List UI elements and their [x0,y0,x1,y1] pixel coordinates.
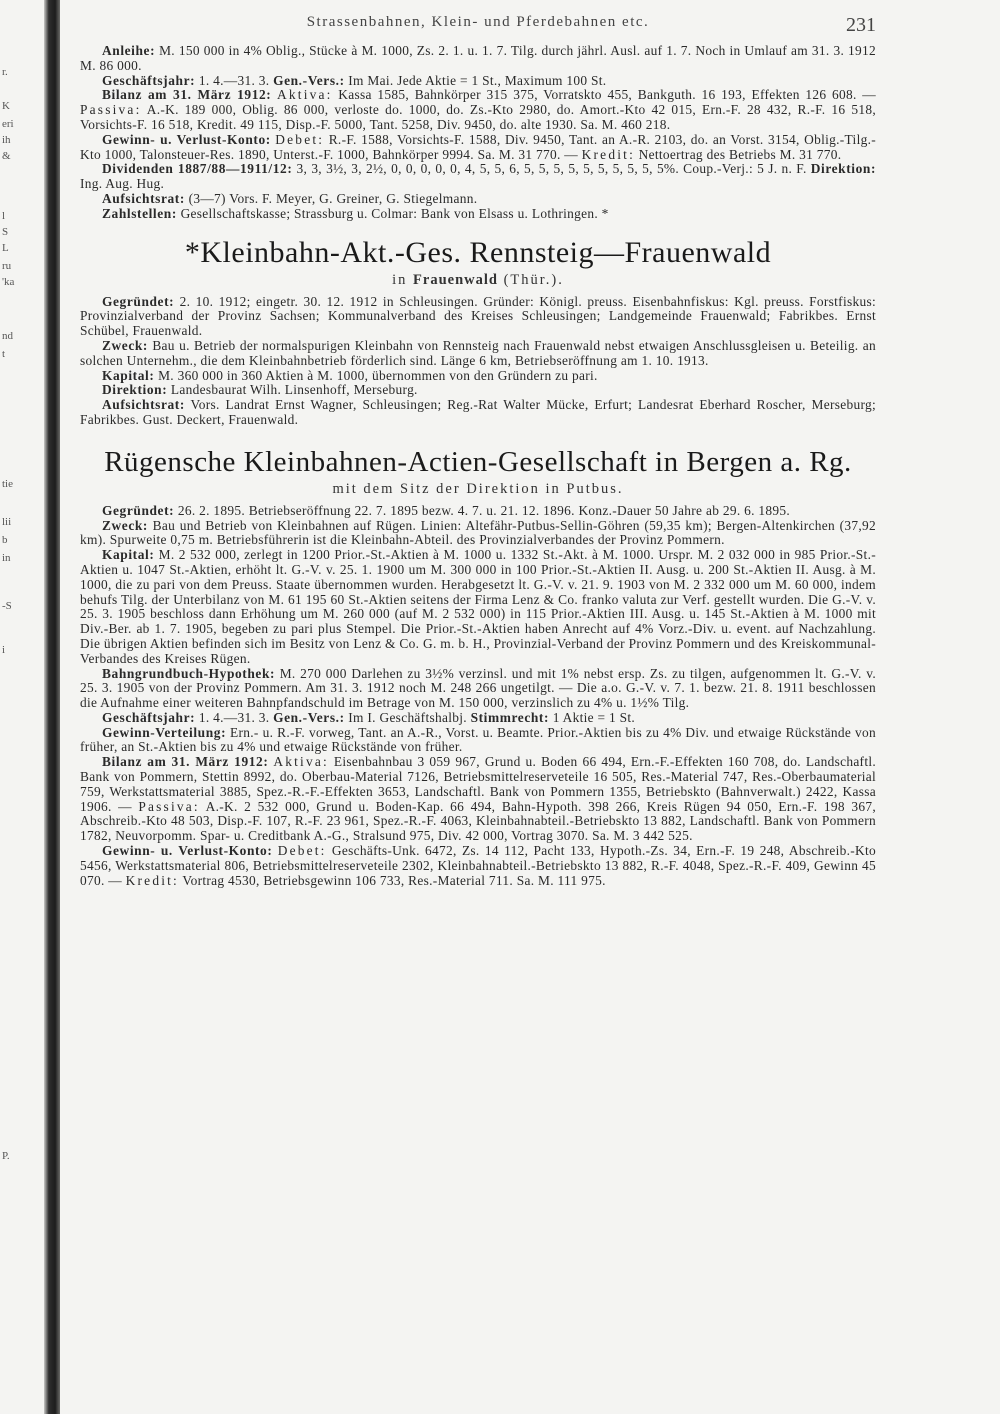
field-label: Gewinn- u. Verlust-Konto: [102,843,273,859]
company-title: *Kleinbahn-Akt.-Ges. Rennsteig—Frauenwald [184,235,772,269]
paragraph-zahlstellen [80,207,876,222]
fragment-text: r. [2,66,8,78]
fragment-text: l [2,210,6,222]
field-text: Ing. Aug. Hug. [80,176,165,192]
field-text: 1. 4.—31. 3. [198,72,270,88]
field-label: Aufsichtsrat: [102,397,185,413]
field-label: Geschäftsjahr: [102,709,196,725]
paragraph-gewinn-verteilung [80,726,876,756]
field-text: 3, 3, 3½, 3, 2½, 0, 0, 0, 0, 0, 4, 5, 5, 6, 5, 5, 5, 5, 5, 5, 5, 5, 5, 5%. Coup.-Verj.: 5 J. n. F. [296,161,807,177]
fragment-text: 'ka [2,276,15,288]
spaced-label: Aktiva: [277,87,333,103]
field-text: Im I. Geschäftshalbj. [348,709,467,725]
paragraph-gewinn-verlust [80,133,876,163]
field-label: Gegründet: [102,293,175,309]
field-text: A.-K. 2 532 000, Grund u. Boden-Kap. 66 494, Bahn-Hypoth. 398 266, Kreis Rügen 94 050, Ern.-F. 198 367, Abschreib.-Kto 48 503, Disp.-F. 107, R.-F. 23 961, Spez.-R.-F. 4063, Kleinbahnabteil.-Betriebskto 13 882, Landschaftl. Bank von Pommern 1782, Neuvorpomm. Spar- u. Creditbank A.-G., Stralsund 975, Div. 42 000, Vortrag 3070. Sa. M. 3 442 525. [80,798,876,844]
field-label: Gegründet: [102,502,175,518]
field-label: Kapital: [102,547,155,563]
field-text: 26. 2. 1895. Betriebseröffnung 22. 7. 1895 bezw. 4. 7. u. 21. 12. 1896. Konz.-Dauer 50 Jahre ab 29. 6. 1895. [177,502,791,518]
field-text: Landesbaurat Wilh. Linsenhoff, Merseburg. [170,382,418,398]
paragraph-gegruendet [80,504,876,519]
field-label: Dividenden 1887/88—1911/12: [102,161,293,177]
fragment-text: lii [2,516,12,528]
spaced-label: Debet: [275,131,325,147]
spaced-label: Passiva: [80,102,142,118]
subtitle-prefix: in [392,271,408,288]
field-label: Stimmrecht: [470,709,550,725]
paragraph-geschaeftsjahr [80,711,876,726]
field-label: Direktion: [102,382,168,398]
spaced-label: Aktiva: [273,754,329,770]
fragment-text: S [2,226,9,238]
field-text: A.-K. 189 000, Oblig. 86 000, verloste do. 1000, do. Zs.-Kto 2980, do. Amort.-Kto 42 015, Ern.-F. 28 432, R.-F. 16 518, Vorsichts-F. 16 518, Kredit. 49 115, Disp.-F. 5000, Tant. 5258, Div. 9450, do. alte 1930. Sa. M. 460 218. [80,102,876,132]
page-number: 231 [846,14,876,36]
spaced-label: Passiva: [138,798,200,814]
field-text: Vors. Landrat Ernst Wagner, Schleusingen; Reg.-Rat Walter Mücke, Erfurt; Landesrat Eberhard Roscher, Merseburg; Fabrikbes. Gust. Deckert, Frauenwald. [80,397,877,427]
entry-continued [80,44,876,222]
fragment-text: i [2,644,6,656]
fragment-text: in [2,552,11,564]
fragment-text: & [2,150,11,162]
field-text: 2. 10. 1912; eingetr. 30. 12. 1912 in Schleusingen. Gründer: Königl. preuss. Eisenbahnfiskus: Kgl. preuss. Forstfiskus: Provinzialverband der Provinz Sachsen; Kommunalverband des Kreises Schleusingen; Landgemeinde Frauenwald; Fabrikbes. Ernst Schübel, Frauenwald. [80,293,876,339]
spaced-label: Kredit: [581,146,635,162]
spaced-label: Kredit: [125,872,179,888]
paragraph-kapital [80,548,876,666]
field-text: Kassa 1585, Bahnkörper 315 375, Vorratskto 455, Bankguth. 16 193, Effekten 126 608. — [338,87,876,103]
field-label: Aufsichtsrat: [102,190,185,206]
page-content [80,14,876,888]
fragment-text: ih [2,134,11,146]
field-text: Vortrag 4530, Betriebsgewinn 106 733, Res.-Material 711. Sa. M. 111 975. [182,872,606,888]
field-label: Zweck: [102,517,148,533]
book-gutter [44,0,60,1414]
paragraph-aufsichtsrat [80,192,876,207]
fragment-text: eri [2,118,14,130]
field-label: Direktion: [810,161,876,177]
field-label: Bahngrundbuch-Hypothek: [102,665,276,681]
subtitle-suffix: (Thür.). [503,271,564,288]
field-text: Eisenbahnbau 3 059 967, Grund u. Boden 66 494, Ern.-F.-Effekten 160 708, do. Landschaftl. Bank von Pommern, Stettin 8992, do. Oberbau-Material 7126, Betriebsmittelreserveteile 16 505, Res.-Material 747, Res.-Oberbaumaterial 759, Werkstattsmaterial 3885, Spez.-R.-F.-Effekten 3653, Landschaftl. Bank von Pommern 1355, Betriebskto (Bahnverwalt.) 2422, Kassa 1906. — [80,754,877,814]
field-text: M. 270 000 Darlehen zu 3½% verzinsl. und mit 1% nebst ersp. Zs. zu tilgen, aufgenommen lt. G.-V. v. 25. 3. 1905 von der Provinz Pommern. Am 31. 3. 1912 noch M. 248 266 ungetilgt. — Die a.o. G.-V. v. 7. 1. bezw. 21. 8. 1911 beschlossen die Aufnahme einer weiteren Bahnpfandschuld im Betrage von M. 150 000, verzinslich zu 4% u. 1½% Tilg. [80,665,877,711]
paragraph-bilanz [80,88,876,132]
field-text: 1. 4.—31. 3. [198,709,270,725]
field-text: Geschäfts-Unk. 6472, Zs. 14 112, Pacht 133, Hypoth.-Zs. 34, Ern.-F. 19 248, Abschreib.-Kto 5456, Werkstattsmaterial 806, Betriebsmittelreserveteile 2302, Kleinbahnabteil.-Betriebskto 13 882, R.-F. 4048, Spez.-R.-F. 409, Gewinn 45 070. — [80,843,876,888]
paragraph-bilanz [80,755,876,844]
fragment-text: P. [2,1150,10,1162]
company-subtitle [80,272,876,289]
field-text: Im Mai. Jede Aktie = 1 St., Maximum 100 St. [348,72,607,88]
field-text: M. 150 000 in 4% Oblig., Stücke à M. 1000, Zs. 2. 1. u. 1. 7. Tilg. durch jährl. Ausl. auf 1. 7. Noch in Umlauf am 31. 3. 1912 M. 86 000. [80,43,876,73]
company-subtitle: mit dem Sitz der Direktion in Putbus. [332,480,624,497]
field-label: Gewinn- u. Verlust-Konto: [102,131,271,147]
field-text: Bau u. Betrieb der normalspurigen Kleinbahn von Rennsteig nach Frauenwald nebst etwaigen Anschlussgleisen u. Beteilig. an solchen Unternehm., die dem Kleinbahnbetrieb förderlich sind. Länge 6 km, Betriebseröffnung am 1. 10. 1913. [80,337,877,368]
fragment-text: b [2,534,8,546]
field-label: Anleihe: [102,43,156,58]
paragraph-dividenden [80,162,876,192]
field-text: M. 2 532 000, zerlegt in 1200 Prior.-St.-Aktien à M. 1000 u. 1332 St.-Akt. à M. 1000. Urspr. M. 2 032 000 in 985 Prior.-St.-Aktien u. 1047 St.-Aktien, erhöht lt. G.-V. v. 25. 1. 1900 um M. 300 000 in 100 Prior.-St.-Aktien II. Ausg. u. 200 St.-Aktien II. Ausg. à M. 1000, die zu pari von dem Preuss. Staate übernommen wurden. Herabgesetzt lt. G.-V. v. 21. 9. 1903 von M. 2 332 000 um M. 60 000, indem behufs Tilg. der Unterbilanz von M. 61 195 60 St.-Aktien seitens der Firma Lenz & Co. franko valuta zur Verf. gestellt wurden. Die G.-V. v. 25. 3. 1905 beschloss dann Erhöhung um M. 260 000 (auf M. 2 532 000) in 115 Prior.-Aktien III. Ausg. u. 145 St.-Aktien à M. 1000 mit Div.-Ber. ab 1. 7. 1905, begeben zu pari plus Stempel. Die Prior.-St.-Aktien haben Anrecht auf 4% Vorz.-Div. u. event. auf Nachzahlung. Die übrigen Aktien befinden sich im Besitz von Lenz & Co. G. m. b. H., Provinzial-Verband der Provinz Pommern und des Kreiskommunal-Verbandes des Kreises Rügen. [80,547,876,666]
fragment-text: tie [2,478,13,490]
paragraph-gegruendet [80,295,876,339]
field-label: Kapital: [102,367,155,383]
field-label: Geschäftsjahr: [102,72,196,88]
entry-ruegensche-kleinbahnen [80,446,876,889]
entry-rennsteig-frauenwald [80,236,876,428]
fragment-text: -S [2,600,12,612]
field-text: Nettoertrag des Betriebs M. 31 770. [638,146,842,162]
paragraph-hypothek [80,667,876,711]
field-text: M. 360 000 in 360 Aktien à M. 1000, übernommen von den Gründern zu pari. [158,367,598,383]
paragraph-geschaeftsjahr [80,74,876,89]
paragraph-gewinn-verlust [80,844,876,888]
field-label: Gen.-Vers.: [273,709,345,725]
fragment-text: K [2,100,10,112]
field-label: Zahlstellen: [102,205,177,221]
running-title: Strassenbahnen, Klein- und Pferdebahnen etc. [306,14,650,30]
paragraph-aufsichtsrat [80,398,876,428]
field-text: 1 Aktie = 1 St. [552,709,636,725]
field-label: Zweck: [102,337,148,353]
field-label: Bilanz am 31. März 1912: [102,87,272,103]
fragment-text: ru [2,260,12,272]
paragraph-zweck [80,339,876,369]
field-label: Gen.-Vers.: [273,72,345,88]
field-text: R.-F. 1588, Vorsichts-F. 1588, Div. 9450, Tant. an A.-R. 2103, do. an Vorst. 3154, Oblig.-Tilg.-Kto 1000, Talonsteuer-Res. 1890, Unterst.-F. 1000, Bahnkörper 9994. Sa. M. 31 770. — [80,131,876,162]
fragment-text: L [2,242,9,254]
paragraph-direktion [80,383,876,398]
field-text: Ern.- u. R.-F. vorweg, Tant. an A.-R., Vorst. u. Beamte. Prior.-Aktien bis zu 4% Div. und etwaige Rückstände von früher, an St.-Aktien bis zu 4% und etwaige Rückstände von früher. [80,724,876,755]
running-header [80,14,876,44]
adjacent-page-fragment [0,0,44,1414]
fragment-text: nd [2,330,13,342]
spaced-label: Debet: [277,843,327,859]
company-title: Rügensche Kleinbahnen-Actien-Gesellschaft in Bergen a. Rg. [104,445,852,478]
paragraph-anleihe [80,44,876,74]
field-text: (3—7) Vors. F. Meyer, G. Greiner, G. Stiegelmann. [188,190,478,206]
fragment-text: t [2,348,6,360]
field-text: Bau und Betrieb von Kleinbahnen auf Rügen. Linien: Altefähr-Putbus-Sellin-Göhren (59,35 km); Bergen-Altenkirchen (37,92 km). Spurweite 0,75 m. Betriebsführerin ist die Kleinbahn-Abteil. des Provinzialverbandes der Provinz Pommern. [80,517,876,548]
paragraph-kapital [80,369,876,384]
subtitle-place: Frauenwald [413,271,498,288]
paragraph-zweck [80,519,876,549]
field-label: Gewinn-Verteilung: [102,724,227,740]
field-label: Bilanz am 31. März 1912: [102,754,269,770]
field-text: Gesellschaftskasse; Strassburg u. Colmar: Bank von Elsass u. Lothringen. * [180,205,609,221]
